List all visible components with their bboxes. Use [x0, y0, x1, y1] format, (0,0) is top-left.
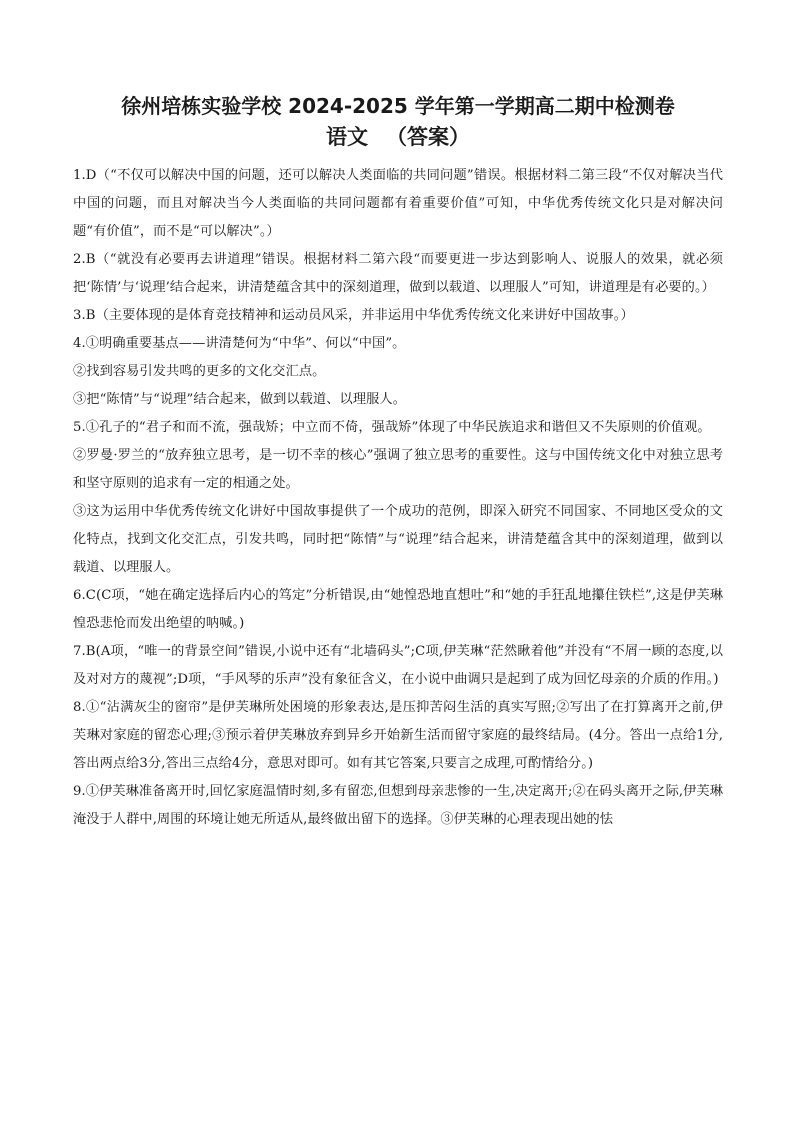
answer-item: 8.①“沾满灰尘的窗帘”是伊芙琳所处困境的形象表达,是压抑苦闷生活的真实写照;②写出了在打算离开之前,伊芙琳对家庭的留恋心理;③预示着伊芙琳放弃到异乡开始新生活而留守家庭的最终结局。(4分。答出一点给1分,答出两点给3分,答出三点给4分，意思对即可。如有其它答案,只要言之成理,可酌情给分。) — [73, 700, 723, 771]
answer-item: ②找到容易引发共鸣的更多的文化交汇点。 — [73, 364, 326, 379]
document-subtitle — [73, 122, 723, 152]
subject-label: 语文 — [326, 125, 368, 149]
answer-note: （答案） — [386, 125, 470, 149]
answer-item: ③这为运用中华优秀传统文化讲好中国故事提供了一个成功的范例，即深入研究不同国家、不同地区受众的文化特点，找到文化交汇点，引发共鸣，同时把“陈情”与“说理”结合起来，讲清楚蕴含其中的深刻道理，做到以载道、以理服人。 — [73, 504, 723, 575]
answer-item: ②罗曼·罗兰的“放弃独立思考，是一切不幸的核心”强调了独立思考的重要性。这与中国传统文化中对独立思考和坚守原则的追求有一定的相通之处。 — [73, 448, 723, 491]
answer-item: 3.B（主要体现的是体育竞技精神和运动员风采，并非运用中华优秀传统文化来讲好中国故事。） — [73, 308, 634, 323]
answer-item: 2.B（“就没有必要再去讲道理”错误。根据材料二第六段“而要更进一步达到影响人、说服人的效果，就必须把‘陈情’与‘说理’结合起来，讲清楚蕴含其中的深刻道理，做到以载道、以理服人”可知，讲道理是有必要的。） — [73, 252, 723, 295]
document-title: 徐州培栋实验学校 2024-2025 学年第一学期高二期中检测卷 — [121, 94, 675, 118]
answer-item: 6.C(C项，“她在确定选择后内心的笃定”分析错误,由“她惶恐地直想吐”和“她的手狂乱地攥住铁栏”,这是伊芙琳惶恐悲怆而发出绝望的呐喊。) — [73, 588, 723, 631]
answer-sheet-page — [73, 92, 723, 834]
answer-item: 4.①明确重要基点——讲清楚何为“中华”、何以“中国”。 — [73, 336, 406, 351]
answer-list — [73, 162, 723, 834]
answer-item: 7.B(A项，“唯一的背景空间”错误,小说中还有“北墙码头”;C项,伊芙琳“茫然瞅着他”并没有“不屑一顾的态度,以及对对方的蔑视”;D项，“手风琴的乐声”没有象征含义，在小说中曲调只是起到了成为回忆母亲的介质的作用。) — [73, 644, 723, 687]
answer-item: 1.D（“不仅可以解决中国的问题，还可以解决人类面临的共同问题”错误。根据材料二第三段“不仅对解决当代中国的问题，而且对解决当今人类面临的共同问题都有着重要价值”可知，中华优秀传统文化只是对解决问题“有价值”，而不是“可以解决”。） — [73, 168, 723, 239]
answer-item: 9.①伊芙琳准备离开时,回忆家庭温情时刻,多有留恋,但想到母亲悲惨的一生,决定离开;②在码头离开之际,伊芙琳淹没于人群中,周围的环境让她无所适从,最终做出留下的选择。③伊芙琳的心理表现出她的怯 — [73, 784, 724, 827]
answer-item: ③把“陈情”与“说理”结合起来，做到以载道、以理服人。 — [73, 392, 406, 407]
answer-item: 5.①孔子的“君子和而不流，强哉矫；中立而不倚，强哉矫”体现了中华民族追求和谐但又不失原则的价值观。 — [73, 420, 711, 435]
